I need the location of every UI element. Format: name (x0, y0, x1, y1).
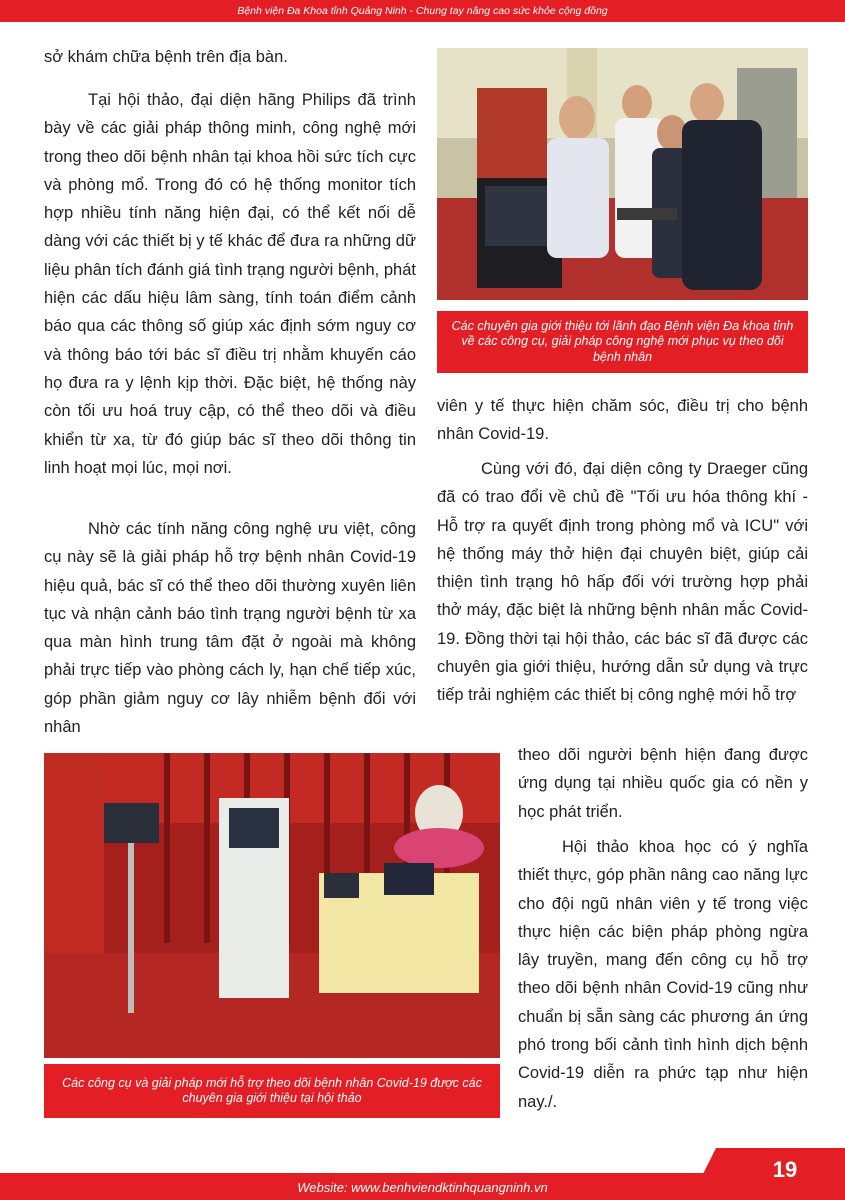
paragraph-intro-end: sở khám chữa bệnh trên địa bàn. (44, 48, 288, 66)
paragraph-benefits-continued: viên y tế thực hiện chăm sóc, điều trị cho bệnh nhân Covid-19. (437, 397, 808, 444)
figure-caption-top: Các chuyên gia giới thiệu tới lãnh đạo Bệnh viện Đa khoa tỉnh về các công cụ, giải pháp công nghệ mới phục vụ theo dõi bệnh nhân (437, 311, 808, 373)
figure-caption-bottom: Các công cụ và giải pháp mới hỗ trợ theo dõi bệnh nhân Covid-19 được các chuyên gia giới thiệu tại hội thảo (44, 1064, 500, 1118)
paragraph-conclusion: Hội thảo khoa học có ý nghĩa thiết thực, góp phần nâng cao năng lực cho đội ngũ nhân viên y tế trong việc thực hiện các biện pháp phòng ngừa lây truyền, mang đến công cụ hỗ trợ theo dõi bệnh nhân Covid-19 cũng như chuẩn bị sẵn sàng các phương án ứng phó trong bối cảnh tình hình dịch bệnh Covid-19 diễn ra phức tạp như hiện nay./. (518, 838, 808, 1111)
paragraph-benefits: Nhờ các tính năng công nghệ ưu việt, công cụ này sẽ là giải pháp hỗ trợ bệnh nhân Covid-19 hiệu quả, bác sĩ có thể theo dõi thường xuyên liên tục và nhận cảnh báo tình trạng người bệnh từ xa qua màn hình trung tâm đặt ở ngoài mà không phải trực tiếp vào phòng cách ly, hạn chế tiếp xúc, góp phần giảm nguy cơ lây nhiễm bệnh đối với nhân (44, 520, 416, 737)
footer-website: Website: www.benhviendktinhquangninh.vn (297, 1180, 548, 1195)
paragraph-draeger-continued: theo dõi người bệnh hiện đang được ứng dụng tại nhiều quốc gia có nền y học phát triển. (518, 746, 808, 821)
header-title: Bệnh viện Đa Khoa tỉnh Quảng Ninh - Chung tay nâng cao sức khỏe cộng đồng (237, 5, 608, 17)
photo-equipment-display (44, 753, 500, 1058)
page-number: 19 (772, 1157, 798, 1182)
page-header-bar (0, 0, 845, 22)
paragraph-philips: Tại hội thảo, đại diện hãng Philips đã trình bày về các giải pháp thông minh, công nghệ mới trong theo dõi bệnh nhân tại khoa hồi sức tích cực và phòng mổ. Trong đó có hệ thống monitor tích hợp nhiều tính năng hiện đại, có thể kết nối dễ dàng với các thiết bị y tế khác để đưa ra những dữ liệu phân tích đánh giá tình trạng người bệnh, phát hiện các dấu hiệu lâm sàng, tính toán điểm cảnh báo qua các thông số giúp xác định sớm nguy cơ và thông báo tới bác sĩ điều trị nhằm khuyến cáo họ đưa ra y lệnh kịp thời. Đặc biệt, hệ thống này còn tối ưu hoá truy cập, có thể theo dõi và điều khiển từ xa, từ đó giúp bác sĩ theo dõi thông tin linh hoạt mọi lúc, mọi nơi. (44, 91, 416, 477)
paragraph-draeger: Cùng với đó, đại diện công ty Draeger cũng đã có trao đổi về chủ đề "Tối ưu hóa thông khí - Hỗ trợ ra quyết định trong phòng mổ và ICU" với hệ thống máy thở hiện đại chuyên biệt, giúp cải thiện tình trạng hô hấp đối với trường hợp phải thở máy, đặc biệt là những bệnh nhân mắc Covid-19. Đồng thời tại hội thảo, các bác sĩ đã được các chuyên gia giới thiệu, hướng dẫn sử dụng và trực tiếp trải nghiệm các thiết bị công nghệ mới hỗ trợ (437, 460, 808, 705)
photo-experts-demo (437, 48, 808, 300)
